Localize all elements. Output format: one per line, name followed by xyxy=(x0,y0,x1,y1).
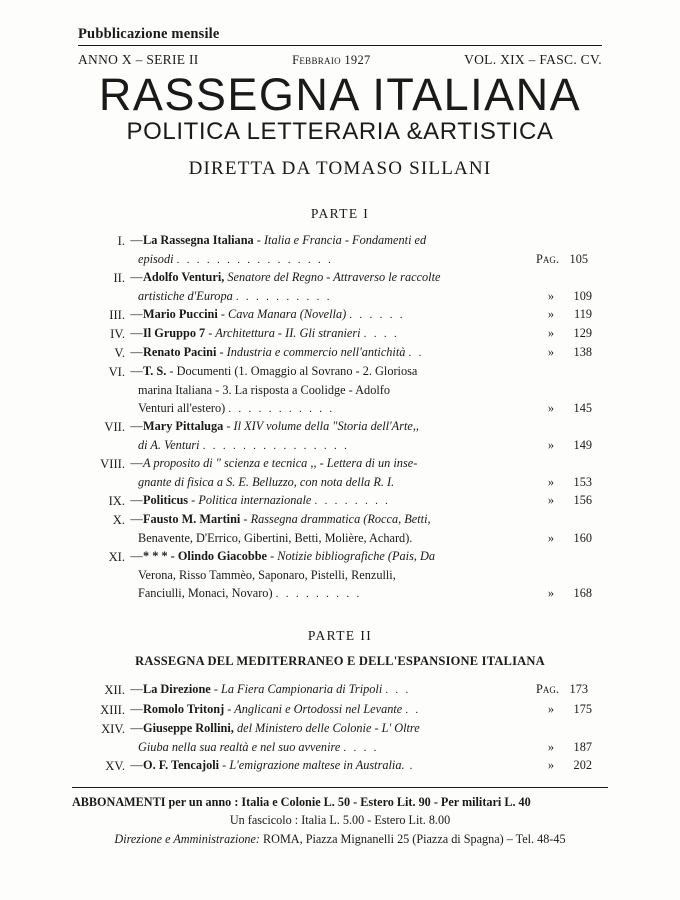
toc-entry-continuation xyxy=(95,400,600,418)
entry-page-number: 138 xyxy=(573,345,592,360)
entry-body xyxy=(143,548,536,566)
entry-page-cell xyxy=(536,418,600,436)
address-label: Direzione e Amministrazione: xyxy=(114,831,260,846)
toc-entry[interactable] xyxy=(95,344,600,362)
toc-entry[interactable] xyxy=(95,757,600,775)
entry-page-label: » xyxy=(547,345,555,360)
entry-title: - Il XIV volume della "Storia dell'Arte,, xyxy=(223,419,420,434)
entry-page-label: » xyxy=(547,438,555,453)
entry-dash: — xyxy=(130,492,143,507)
entry-author: Romolo Tritonj xyxy=(143,701,225,716)
entry-number: XIII. xyxy=(100,702,125,717)
subscription-details: per un anno : Italia e Colonie L. 50 - Estero Lit. 90 - Per militari L. 40 xyxy=(165,795,531,810)
footer xyxy=(0,787,680,848)
entry-page-cell xyxy=(536,325,600,343)
part2-subheading: RASSEGNA DEL MEDITERRANEO E DELL'ESPANSIONE ITALIANA xyxy=(135,654,545,669)
toc-entry[interactable] xyxy=(95,720,600,738)
toc-entry-continuation xyxy=(95,585,600,603)
masthead xyxy=(0,0,680,180)
entry-indent xyxy=(95,474,138,492)
entry-indent xyxy=(95,400,138,418)
entry-author: Giuseppe Rollini, xyxy=(143,720,234,735)
entry-dash: — xyxy=(130,548,143,563)
toc-entry-continuation xyxy=(95,382,600,400)
entry-title-cont: Verona, Risso Tammèo, Saponaro, Pistelli, Renzulli, xyxy=(138,567,396,582)
entry-body-cont xyxy=(138,437,536,455)
entry-body-cont xyxy=(138,251,536,269)
entry-dash: — xyxy=(130,701,143,716)
entry-body-cont xyxy=(138,288,536,306)
toc-entry-continuation xyxy=(95,530,600,548)
entry-body-cont xyxy=(138,474,536,492)
entry-title-cont2: Venturi all'estero) xyxy=(138,401,226,416)
journal-director: DIRETTA DA TOMASO SILLANI xyxy=(188,158,492,180)
entry-number: X. xyxy=(112,512,125,527)
entry-dash: — xyxy=(130,720,143,735)
address-line xyxy=(72,830,608,848)
toc-entry[interactable] xyxy=(95,363,600,381)
entry-leader: . . . . . . . . . . xyxy=(235,291,332,304)
entry-body-cont xyxy=(138,585,536,603)
toc-entry-continuation xyxy=(95,251,600,269)
entry-page-label: » xyxy=(547,475,555,490)
issue-info-row xyxy=(78,52,602,68)
toc-entry[interactable] xyxy=(95,455,600,473)
entry-page-cell xyxy=(536,567,600,585)
entry-page-label: » xyxy=(547,289,555,304)
entry-body xyxy=(143,269,536,287)
part1-heading: PARTE I xyxy=(310,206,370,222)
entry-title: - Italia e Francia - Fondamenti ed xyxy=(253,233,427,248)
entry-leader: . . . . . . . . xyxy=(314,494,391,507)
entry-title-cont: di A. Venturi xyxy=(138,438,200,453)
entry-dash: — xyxy=(130,233,143,248)
entry-body xyxy=(143,306,536,324)
entry-author: T. S. xyxy=(143,364,167,379)
toc-entry[interactable] xyxy=(95,681,600,699)
entry-page-cell xyxy=(536,492,600,510)
entry-page-cell xyxy=(536,585,600,603)
entry-page-cell xyxy=(536,344,600,362)
entry-page-label: » xyxy=(547,739,555,754)
entry-author: Renato Pacini xyxy=(143,345,217,360)
entry-dash: — xyxy=(130,364,143,379)
toc-entry[interactable] xyxy=(95,701,600,719)
entry-body xyxy=(143,344,536,362)
footer-rule xyxy=(72,787,608,788)
entry-leader: . xyxy=(404,759,415,772)
toc-entry[interactable] xyxy=(95,418,600,436)
entry-page-number: 145 xyxy=(573,401,592,416)
entry-indent xyxy=(95,585,138,603)
entry-author: O. F. Tencajoli xyxy=(143,757,220,772)
entry-page-cell xyxy=(536,437,600,455)
subscription-label: ABBONAMENTI xyxy=(72,795,166,810)
entry-page-cell xyxy=(536,720,600,738)
entry-title: - L'emigrazione maltese in Australia. xyxy=(219,757,405,772)
entry-title: - Documenti (1. Omaggio al Sovrano - 2. Gloriosa xyxy=(166,364,418,379)
entry-leader: . . . . xyxy=(363,328,400,341)
entry-indent xyxy=(95,251,138,269)
entry-page-label: » xyxy=(547,401,555,416)
entry-title: - Industria e commercio nell'antichità xyxy=(216,345,406,360)
entry-author: La Rassegna Italiana xyxy=(143,233,254,248)
entry-dash: — xyxy=(130,455,143,470)
entry-page-cell xyxy=(536,288,600,306)
entry-page-cell xyxy=(536,739,600,757)
entry-title-cont: artistiche d'Europa xyxy=(138,289,233,304)
toc-entry-continuation xyxy=(95,474,600,492)
entry-page-label: » xyxy=(547,585,555,600)
entry-indent xyxy=(95,567,138,585)
entry-title: Senatore del Regno - Attraverso le raccolte xyxy=(224,270,441,285)
entry-indent xyxy=(95,288,138,306)
entry-title: - Anglicani e Ortodossi nel Levante xyxy=(224,701,403,716)
address-details: ROMA, Piazza Mignanelli 25 (Piazza di Spagna) – Tel. 48-45 xyxy=(259,831,566,846)
entry-body xyxy=(143,325,536,343)
entry-author: Politicus xyxy=(143,492,189,507)
entry-title-cont: gnante di fisica a S. E. Belluzzo, con nota della R. I. xyxy=(138,475,395,490)
entry-dash: — xyxy=(130,270,143,285)
toc-entry-continuation xyxy=(95,567,600,585)
entry-number: XI. xyxy=(108,549,125,564)
entry-leader: . . . . xyxy=(343,741,379,754)
entry-dash: — xyxy=(130,757,143,772)
issue-month: Febbraio 1927 xyxy=(292,53,371,67)
entry-page-cell xyxy=(536,455,600,473)
publication-frequency: Pubblicazione mensile xyxy=(78,26,220,42)
entry-page-cell xyxy=(536,363,600,381)
entry-leader: . . . . . . . . . . . . . . . . xyxy=(176,254,334,267)
entry-page-number: 149 xyxy=(573,438,592,453)
entry-page-cell xyxy=(536,511,600,529)
toc-entry-continuation xyxy=(95,437,600,455)
entry-dash: — xyxy=(130,511,143,526)
entry-page-number: 173 xyxy=(569,682,588,697)
entry-body xyxy=(143,681,536,699)
entry-number: VI. xyxy=(108,365,125,380)
entry-number: XIV. xyxy=(101,721,125,736)
entry-body xyxy=(143,492,536,510)
table-of-contents-part2 xyxy=(0,681,680,774)
entry-indent xyxy=(95,437,138,455)
entry-number: III. xyxy=(109,307,125,322)
entry-number: VIII. xyxy=(100,456,125,471)
entry-title: - Cava Manara (Novella) xyxy=(217,306,347,321)
entry-body xyxy=(143,720,536,738)
entry-author: Mario Puccini xyxy=(143,306,218,321)
entry-author: La Direzione xyxy=(143,682,211,697)
entry-number: XV. xyxy=(105,758,125,773)
entry-author: Fausto M. Martini xyxy=(143,511,241,526)
entry-page-label: » xyxy=(547,326,555,341)
entry-title: - Rassegna drammatica (Rocca, Betti, xyxy=(240,511,431,526)
entry-page-number: 175 xyxy=(573,701,592,716)
entry-number: IV. xyxy=(110,327,125,342)
entry-number: IX. xyxy=(108,493,125,508)
entry-dash: — xyxy=(130,682,143,697)
entry-body xyxy=(143,511,536,529)
entry-title-cont: marina Italiana - 3. La risposta a Coolidge - Adolfo xyxy=(138,383,391,398)
entry-title: A proposito di " scienza e tecnica ,, - Lettera di un inse- xyxy=(143,455,418,470)
issue-anno: ANNO X – SERIE II xyxy=(78,52,199,67)
entry-page-cell xyxy=(536,269,600,287)
entry-author: Il Gruppo 7 xyxy=(143,326,206,341)
toc-entry[interactable] xyxy=(95,325,600,343)
entry-body xyxy=(143,232,536,250)
entry-page-label: Pag. xyxy=(536,682,559,697)
entry-page-cell xyxy=(536,701,600,719)
single-issue-line: Un fascicolo : Italia L. 5.00 - Estero Lit. 8.00 xyxy=(229,813,451,828)
entry-number: II. xyxy=(113,271,125,286)
entry-page-cell xyxy=(536,251,600,269)
journal-subtitle: POLITICA LETTERARIA &ARTISTICA xyxy=(126,117,554,145)
entry-title-cont: Giuba nella sua realtà e nel suo avvenire xyxy=(138,739,341,754)
entry-body-cont xyxy=(138,382,536,400)
entry-title-cont2: Fanciulli, Monaci, Novaro) xyxy=(138,585,273,600)
toc-entry[interactable] xyxy=(95,548,600,566)
entry-leader: . . . . . . xyxy=(349,308,405,321)
masthead-rule xyxy=(78,45,602,46)
entry-page-cell xyxy=(536,757,600,775)
entry-body xyxy=(143,418,536,436)
toc-entry-continuation xyxy=(95,288,600,306)
entry-number: XII. xyxy=(104,683,125,698)
entry-body-cont xyxy=(138,530,536,548)
entry-page-label: » xyxy=(547,701,555,716)
entry-leader: . . xyxy=(408,347,424,360)
entry-leader: . . . . . . . . . . . . . . . xyxy=(202,440,350,453)
entry-author: * * * - Olindo Giacobbe xyxy=(143,548,268,563)
entry-page-number: 105 xyxy=(569,252,588,267)
entry-indent xyxy=(95,739,138,757)
entry-dash: — xyxy=(130,306,143,321)
entry-page-cell xyxy=(536,400,600,418)
entry-body-cont xyxy=(138,567,536,585)
entry-page-label: Pag. xyxy=(536,252,559,267)
entry-body xyxy=(143,363,536,381)
entry-page-cell xyxy=(536,681,600,699)
entry-leader: . . xyxy=(405,703,421,716)
issue-volume: VOL. XIX – FASC. CV. xyxy=(464,52,602,67)
entry-page-number: 168 xyxy=(573,585,592,600)
entry-title-cont: Benavente, D'Errico, Gibertini, Betti, Molière, Achard). xyxy=(138,531,413,546)
toc-entry[interactable] xyxy=(95,232,600,250)
entry-page-number: 156 xyxy=(573,492,592,507)
entry-page-number: 153 xyxy=(573,475,592,490)
entry-page-number: 202 xyxy=(573,757,592,772)
entry-page-number: 160 xyxy=(573,531,592,546)
subscription-line xyxy=(72,793,608,811)
entry-title: - Architettura - II. Gli stranieri xyxy=(205,326,361,341)
entry-number: VII. xyxy=(104,420,125,435)
entry-page-cell xyxy=(536,474,600,492)
entry-dash: — xyxy=(130,326,143,341)
entry-page-cell xyxy=(536,530,600,548)
entry-page-number: 187 xyxy=(573,739,592,754)
entry-body-cont xyxy=(138,739,536,757)
entry-dash: — xyxy=(130,345,143,360)
toc-entry[interactable] xyxy=(95,306,600,324)
toc-entry[interactable] xyxy=(95,492,600,510)
entry-leader: . . . . . . . . . . . xyxy=(228,403,335,416)
entry-body-cont xyxy=(138,400,536,418)
entry-title: - Politica internazionale xyxy=(188,492,312,507)
entry-author: Mary Pittaluga xyxy=(143,419,224,434)
entry-page-label: » xyxy=(547,531,555,546)
journal-title: RASSEGNA ITALIANA xyxy=(98,69,582,120)
entry-author: Adolfo Venturi, xyxy=(143,270,225,285)
entry-leader: . . . xyxy=(385,684,411,697)
entry-page-label: » xyxy=(547,492,555,507)
entry-indent xyxy=(95,382,138,400)
entry-title: - La Fiera Campionaria di Tripoli xyxy=(210,682,383,697)
entry-body xyxy=(143,455,536,473)
entry-dash: — xyxy=(130,419,143,434)
entry-page-number: 109 xyxy=(573,289,592,304)
entry-page-cell xyxy=(536,382,600,400)
entry-page-label: » xyxy=(547,757,555,772)
entry-body xyxy=(143,701,536,719)
part2-heading: PARTE II xyxy=(307,628,373,644)
entry-page-cell xyxy=(536,306,600,324)
entry-number: I. xyxy=(117,234,125,249)
toc-entry[interactable] xyxy=(95,511,600,529)
entry-title-cont: episodi xyxy=(138,252,174,267)
entry-page-number: 129 xyxy=(573,326,592,341)
entry-page-label: » xyxy=(547,306,555,321)
entry-page-cell xyxy=(536,548,600,566)
table-of-contents-part1 xyxy=(0,232,680,602)
entry-title: - Notizie bibliografiche (Pais, Da xyxy=(267,548,436,563)
entry-number: V. xyxy=(114,346,125,361)
entry-page-cell xyxy=(536,232,600,250)
entry-body xyxy=(143,757,536,775)
entry-indent xyxy=(95,530,138,548)
toc-entry[interactable] xyxy=(95,269,600,287)
entry-leader: . . . . . . . . . xyxy=(275,587,362,600)
toc-entry-continuation xyxy=(95,739,600,757)
entry-page-number: 119 xyxy=(574,306,592,321)
entry-title: del Ministero delle Colonie - L' Oltre xyxy=(233,720,420,735)
